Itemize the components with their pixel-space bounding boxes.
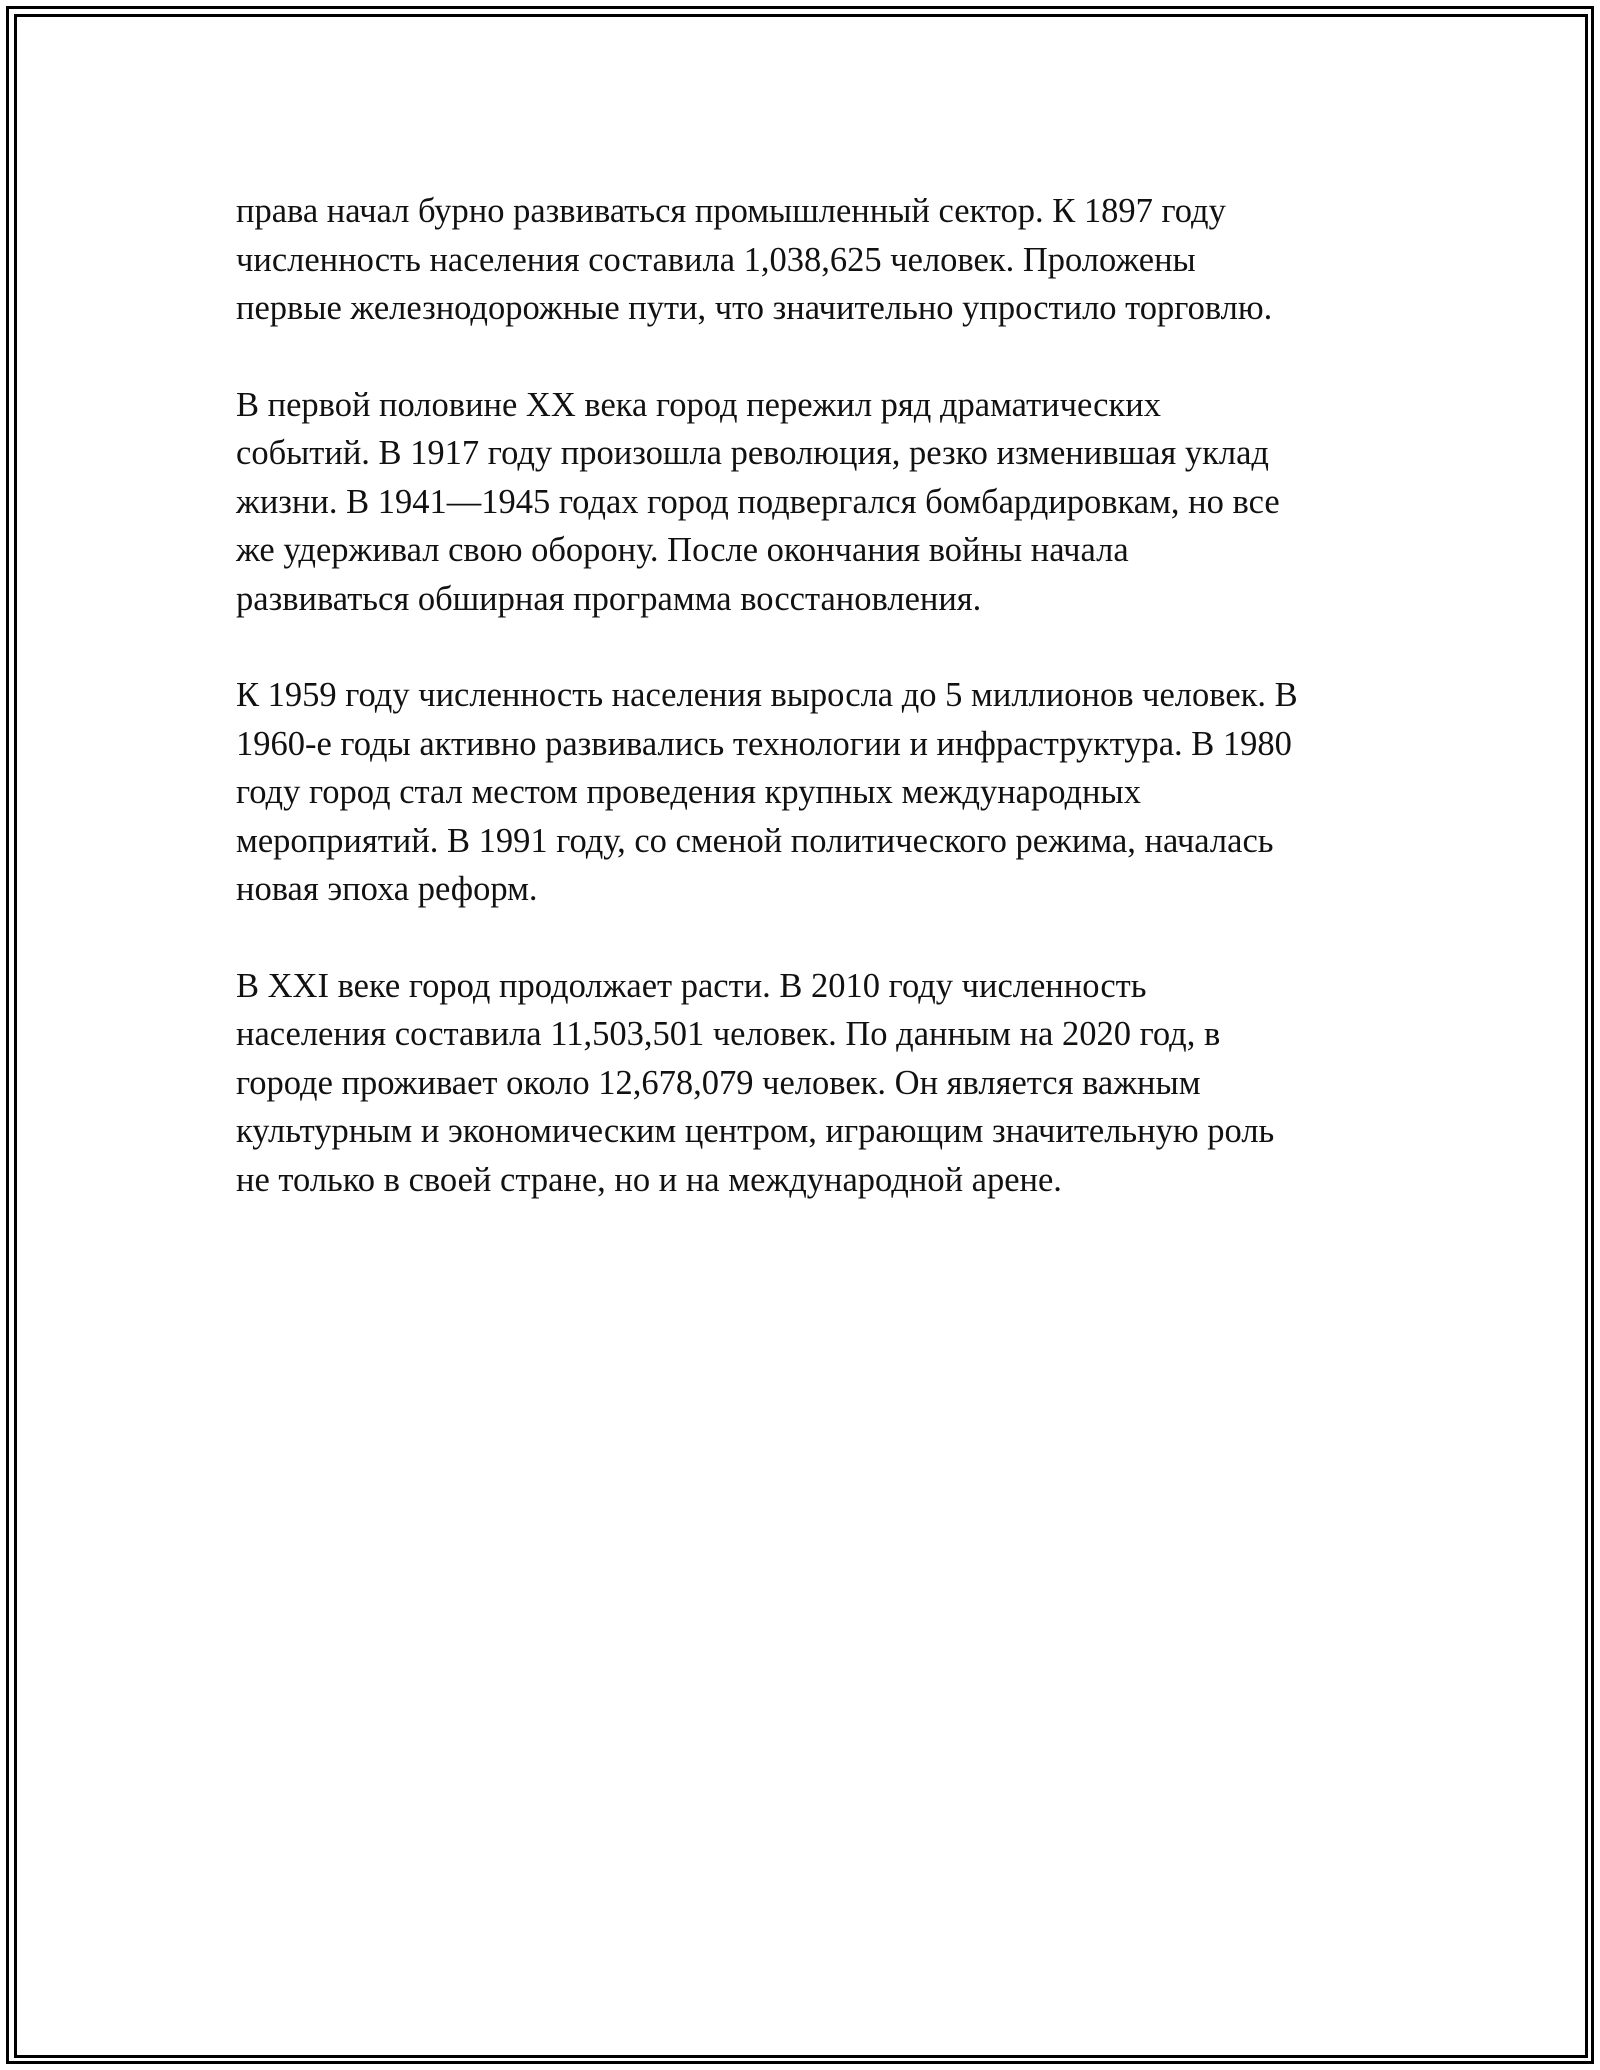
paragraph-industrial-growth <box>236 187 1386 333</box>
text-line: же удерживал свою оборону. После окончания войны начала <box>236 531 1129 569</box>
document-body <box>236 187 1386 1252</box>
text-line: К 1959 году численность населения выросла до 5 миллионов человек. В <box>236 676 1298 714</box>
text-line: В первой половине XX века город пережил ряд драматических <box>236 385 1161 424</box>
text-line: городе проживает около 12,678,079 человек. Он является важным <box>236 1063 1201 1102</box>
paragraph-twentieth-century <box>236 381 1386 624</box>
text-line: В XXI веке город продолжает расти. В 2010 году численность <box>236 966 1147 1005</box>
text-line: мероприятий. В 1991 году, со сменой политического режима, началась <box>236 821 1274 860</box>
text-line: жизни. В 1941—1945 годах город подвергался бомбардировкам, но все <box>236 482 1280 521</box>
paragraph-postwar-growth <box>236 671 1386 914</box>
text-line: развиваться обширная программа восстановления. <box>236 579 982 618</box>
text-line: права начал бурно развиваться промышленный сектор. К 1897 году <box>236 192 1226 230</box>
text-line: культурным и экономическим центром, играющим значительную роль <box>236 1112 1275 1150</box>
text-line: населения составила 11,503,501 человек. По данным на 2020 год, в <box>236 1015 1221 1053</box>
text-line: новая эпоха реформ. <box>236 870 538 908</box>
text-line: численность населения составила 1,038,625 человек. Проложены <box>236 240 1196 279</box>
text-line: не только в своей стране, но и на международной арене. <box>236 1160 1062 1199</box>
text-line: 1960-е годы активно развивались технологии и инфраструктура. В 1980 <box>236 724 1292 763</box>
text-line: году город стал местом проведения крупных международных <box>236 773 1141 811</box>
text-line: событий. В 1917 году произошла революция, резко изменившая уклад <box>236 434 1269 472</box>
text-line: первые железнодорожные пути, что значительно упростило торговлю. <box>236 289 1273 327</box>
paragraph-twenty-first-century <box>236 962 1386 1205</box>
